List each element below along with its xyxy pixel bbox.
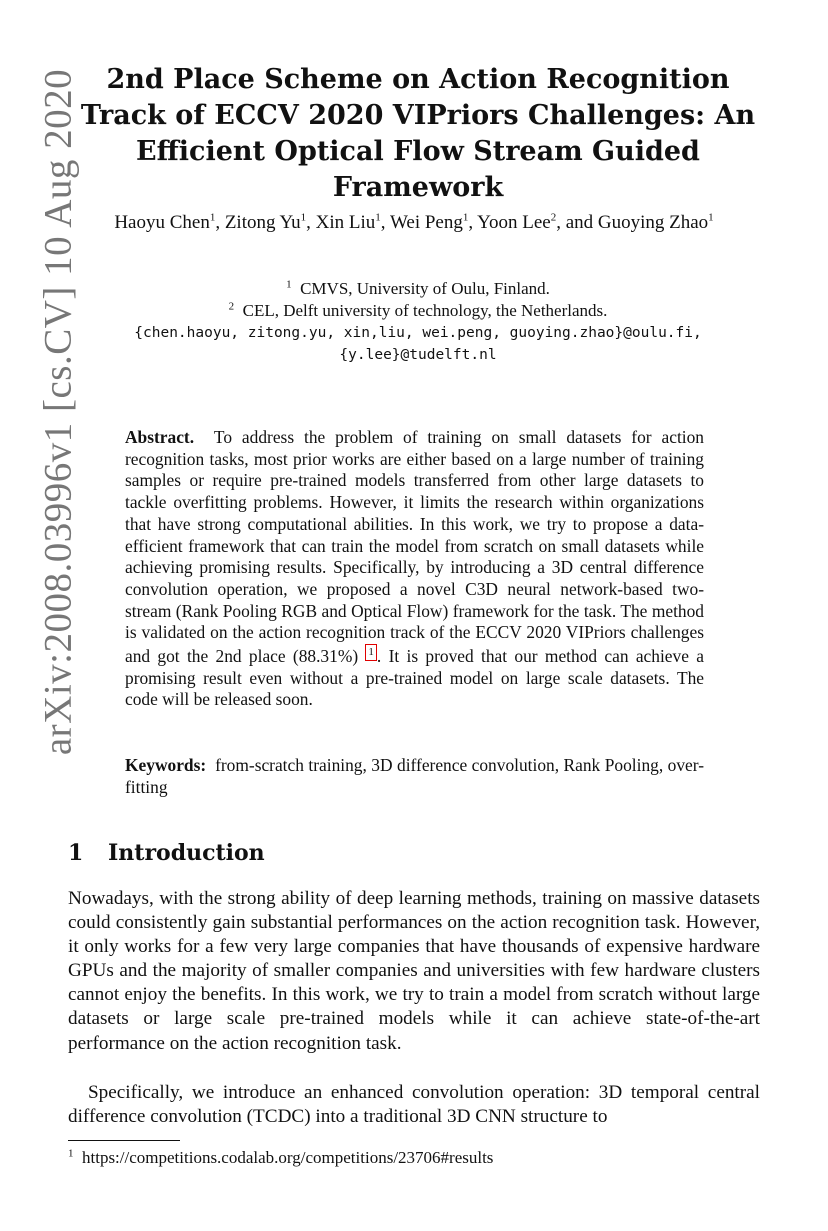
- author-affiliation-mark: 1: [708, 211, 714, 224]
- affiliations: [68, 278, 768, 366]
- author: Xin Liu$^1$,: [315, 211, 390, 233]
- abstract: [125, 427, 704, 711]
- abstract-label: Abstract.: [125, 427, 195, 447]
- section-heading: [68, 838, 265, 868]
- author-affiliation-mark: 1: [375, 211, 381, 224]
- author-affiliation-mark: 2: [550, 211, 557, 224]
- author-list: [80, 211, 748, 235]
- footnote-url[interactable]: https://competitions.codalab.org/competitions/23706#results: [82, 1148, 494, 1167]
- affiliation-line: [68, 300, 768, 322]
- affiliation-mark: 2: [228, 300, 235, 313]
- keywords-text: from-scratch training, 3D difference convolution, Rank Pooling, over-fitting: [125, 755, 704, 797]
- author-affiliation-mark: 1: [300, 211, 307, 224]
- footnote-reference-link[interactable]: 1: [365, 644, 377, 661]
- affiliation-line: [68, 278, 768, 300]
- footnote-divider: [68, 1140, 180, 1141]
- section-number: 1: [68, 840, 84, 866]
- author: Wei Peng$^1$,: [389, 211, 478, 233]
- footnote: [68, 1147, 493, 1169]
- abstract-text: To address the problem of training on small datasets for action recognition tasks, most prior works are either based on a large number of training samples or require pre-trained models transferred from other large datasets to tackle overfitting problems. However, it limits the research within organizations that have strong computational abilities. In this work, we try to propose a data-efficient framework that can train the model from scratch on small datasets while achieving promising results. Specifically, by introducing a 3D central difference convolution operation, we proposed a novel C3D neural network-based two-stream (Rank Pooling RGB and Optical Flow) framework for the task. The method is validated on the action recognition track of the ECCV 2020 VIPriors challenges and got the 2nd place (88.31%): [125, 427, 704, 666]
- paper-title: 2nd Place Scheme on Action Recognition Track of ECCV 2020 VIPriors Challenges: An Efficient Optical Flow Stream Guided Framework: [80, 64, 756, 203]
- affiliation-text: CMVS, University of Oulu, Finland.: [300, 279, 550, 298]
- body-paragraph: Nowadays, with the strong ability of deep learning methods, training on massive datasets could consistently gain substantial performances on the action recognition task. However, it only works for a few very large companies that have thousands of expensive hardware GPUs and the majority of smaller companies and universities with few hardware clusters cannot enjoy the benefits. In this work, we try to train a model from scratch without large datasets or large scale pre-trained models while it can achieve state-of-the-art performance on the action recognition task.: [68, 888, 760, 1054]
- email-line: {chen.haoyu, zitong.yu, xin,liu, wei.peng, guoying.zhao}@oulu.fi,: [134, 325, 702, 341]
- affiliation-text: CEL, Delft university of technology, the Netherlands.: [242, 301, 608, 320]
- keywords: [125, 755, 704, 798]
- author-affiliation-mark: 1: [462, 211, 469, 224]
- author: Guoying Zhao$^1$: [597, 211, 714, 233]
- author: Haoyu Chen$^1$,: [114, 211, 225, 233]
- keywords-label: Keywords:: [125, 755, 207, 775]
- body-paragraph: Specifically, we introduce an enhanced convolution operation: 3D temporal central difference convolution (TCDC) into a traditional 3D CNN structure to: [68, 1082, 760, 1128]
- author: Zitong Yu$^1$,: [224, 211, 316, 233]
- affiliation-mark: 1: [286, 278, 292, 291]
- arxiv-identifier-text: arXiv:2008.03996v1 [cs.CV] 10 Aug 2020: [36, 68, 80, 756]
- author: Yoon Lee$^2$, and: [477, 211, 598, 233]
- section-title: Introduction: [108, 840, 265, 866]
- abstract-text-continued: . It is proved that our method can achieve a promising result even without a pre-trained model on large scale datasets. The code will be released soon.: [125, 645, 704, 710]
- footnote-mark: 1: [68, 1147, 74, 1160]
- email-line: {y.lee}@tudelft.nl: [339, 347, 497, 363]
- author-affiliation-mark: 1: [209, 211, 216, 224]
